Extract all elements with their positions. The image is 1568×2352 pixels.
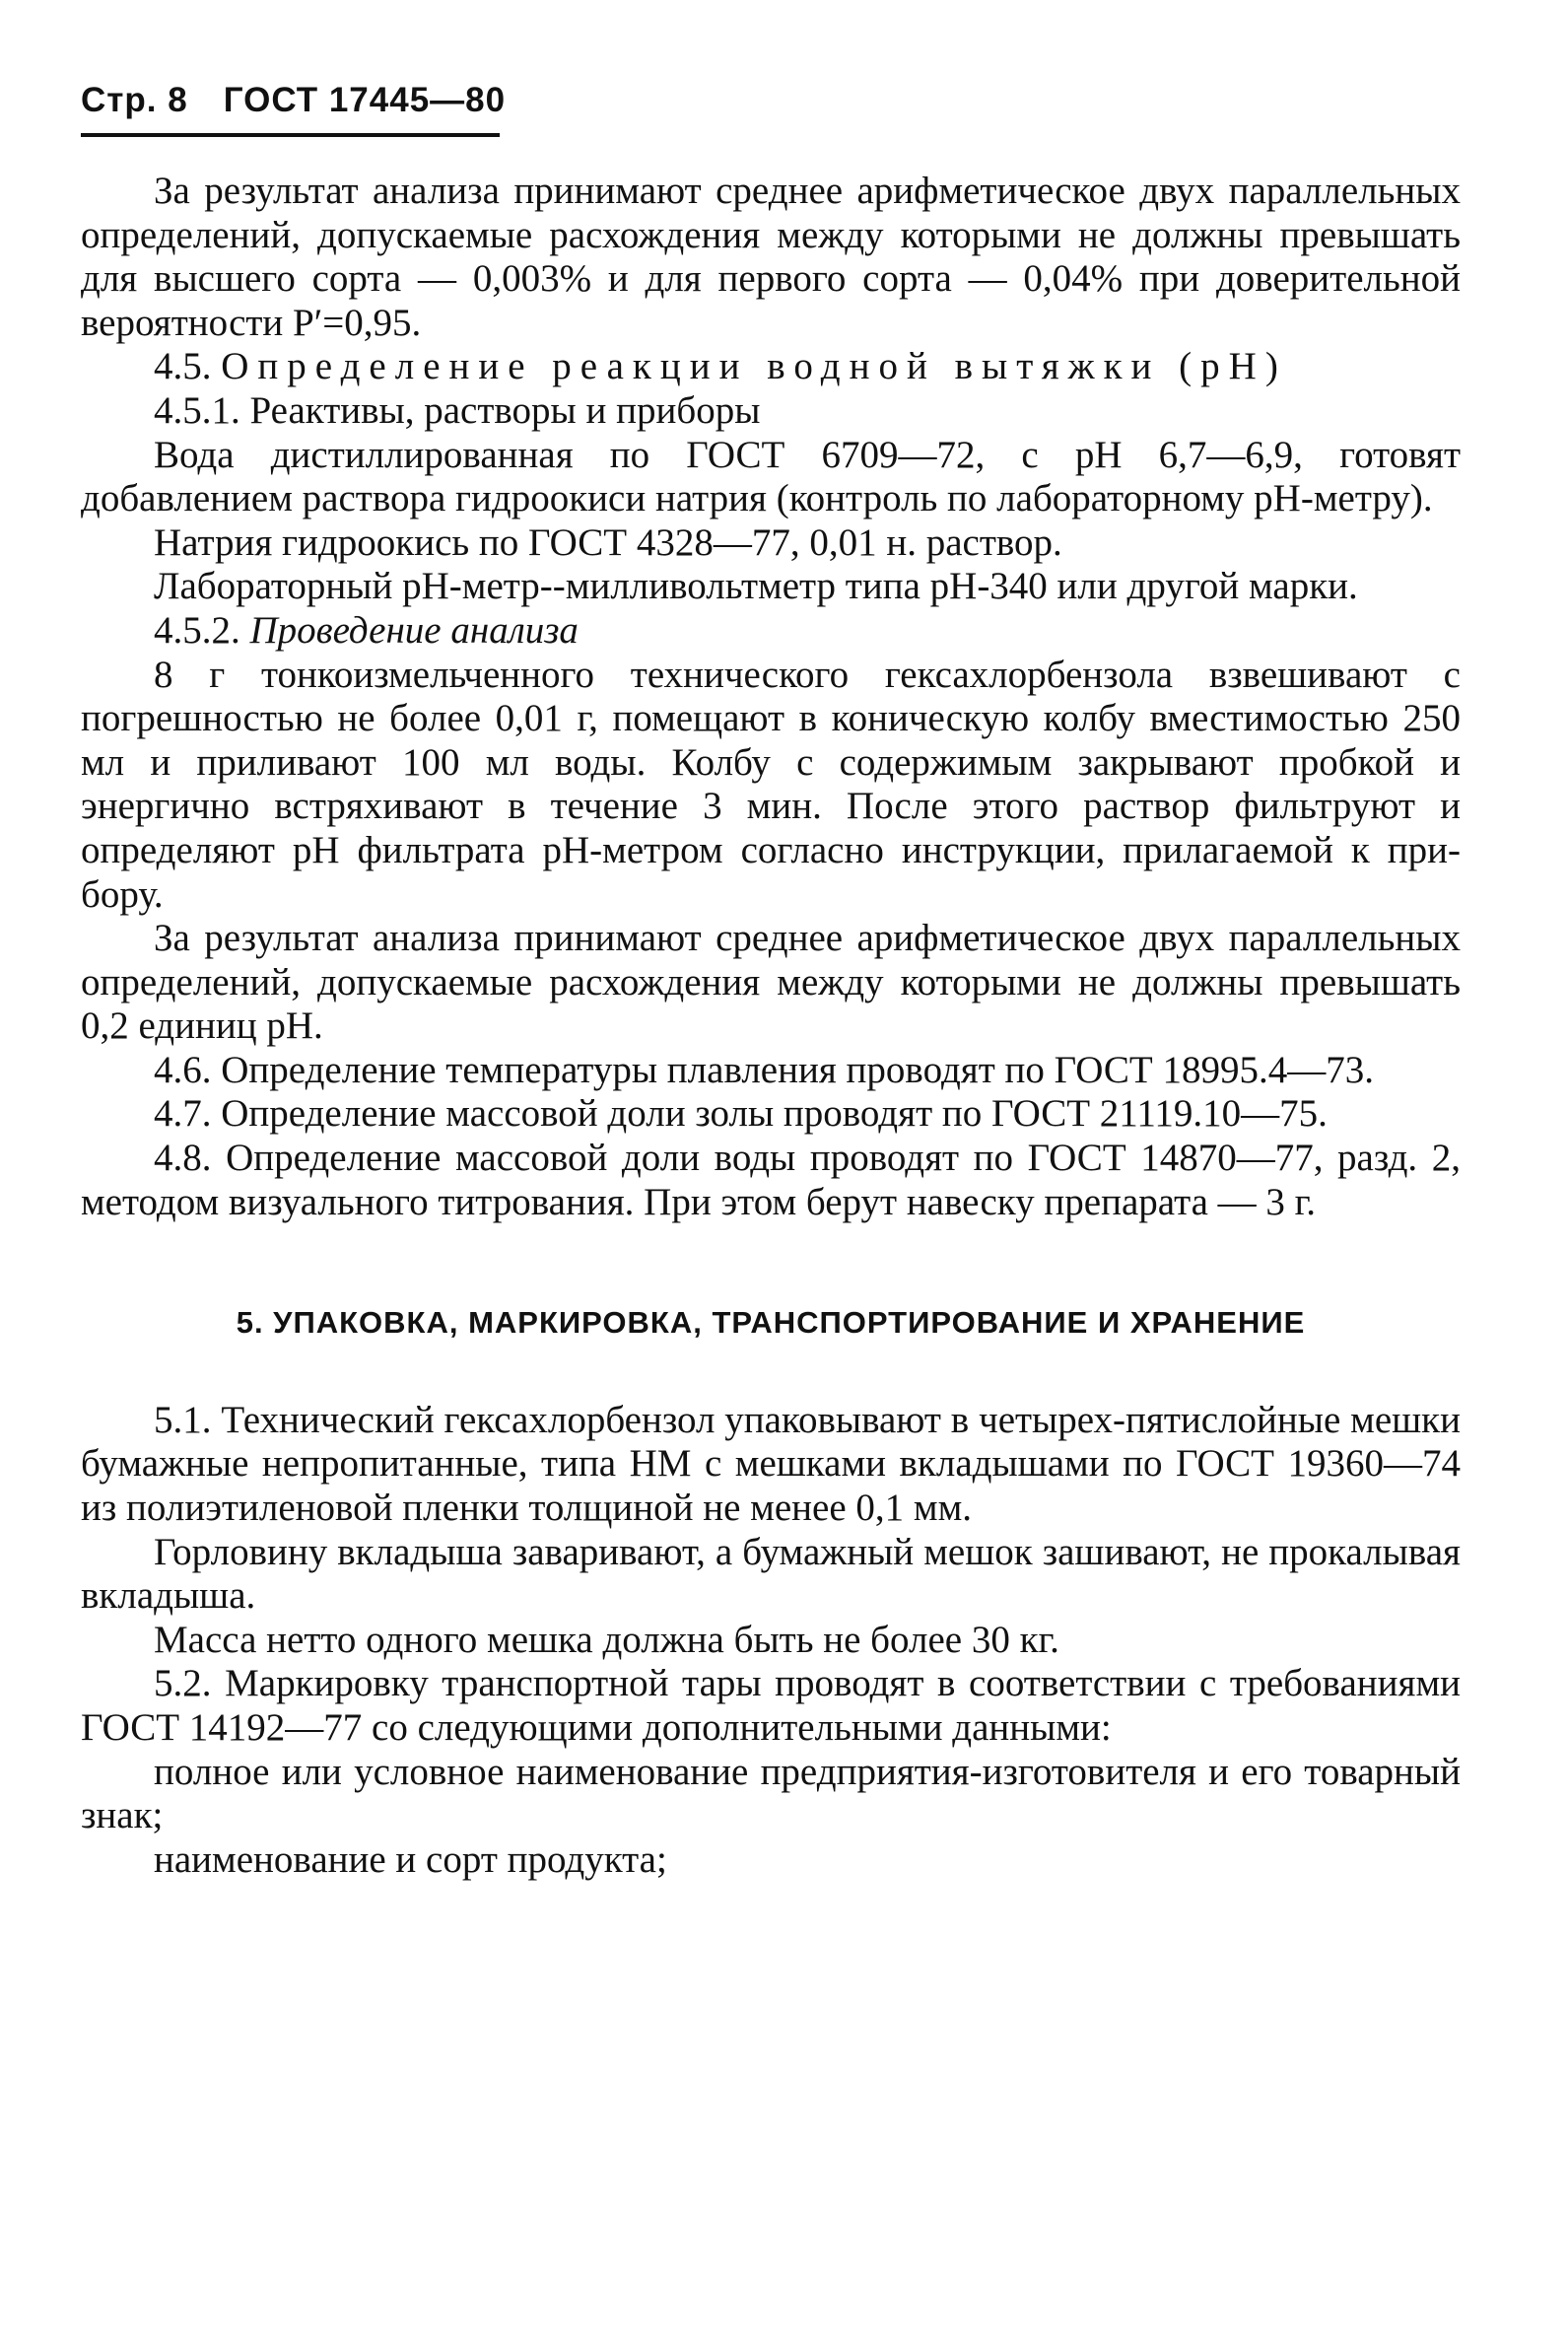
paragraph-sealing: Горловину вкладыша заваривают, а бумажный мешок зашивают, не прокалывая вкладыша. bbox=[81, 1530, 1461, 1618]
paragraph-4-7: 4.7. Определение массовой доли золы проводят по ГОСТ 21119.10—75. bbox=[154, 1092, 1328, 1136]
heading-4-5-1: 4.5.1. Реактивы, растворы и приборы bbox=[154, 388, 761, 432]
heading-4-5-2 bbox=[81, 609, 1461, 654]
paragraph-4-6: 4.6. Определение температуры плавления проводят по ГОСТ 18995.4—73. bbox=[154, 1048, 1374, 1091]
paragraph-net-mass: Масса нетто одного мешка должна быть не более 30 кг. bbox=[154, 1618, 1059, 1661]
running-head bbox=[81, 81, 527, 120]
paragraph-result-4-4: За результат анализа принимают среднее арифметическое двух параллельных определений, допускаемые расхождения между которыми не должны превышать для высшего сорта — 0,003% и для первого сорта — 0,04% при доверительной вероятности P′=0,95. bbox=[81, 170, 1461, 344]
paragraph-analysis-procedure: 8 г тонкоизмельченного технического гексахлорбензола взвешивают с погрешностью не более 0,01 г, помещают в коническую колбу вместимостью 250 мл и приливают 100 мл воды. Колбу с содержимым закрывают пробкой и энергично встряхивают в течение 3 мин. После этого раствор фильтруют и определяют рН фильтрата рН-метром согласно инструкции, прилагаемой к прибору. bbox=[81, 653, 1461, 916]
page-number: Стр. 8 bbox=[81, 81, 188, 119]
document-body bbox=[81, 170, 1461, 1882]
paragraph-ph-meter: Лабораторный рН-метр--милливольтметр типа рН-340 или другой марки. bbox=[154, 565, 1358, 608]
heading-4-5 bbox=[81, 345, 1461, 389]
paragraph-sodium-hydroxide: Натрия гидроокись по ГОСТ 4328—77, 0,01 н. раствор. bbox=[154, 520, 1062, 564]
heading-4-5-2-title: Проведение анализа bbox=[249, 608, 579, 652]
heading-4-5-2-number: 4.5.2. bbox=[154, 608, 240, 652]
paragraph-5-2: 5.2. Маркировку транспортной тары проводят в соответствии с требованиями ГОСТ 14192—77 со следующими дополнительными данными: bbox=[81, 1662, 1461, 1749]
paragraph-4-8: 4.8. Определение массовой доли воды проводят по ГОСТ 14870—77, разд. 2, методом визуального титрования. При этом берут навеску препарата — 3 г. bbox=[81, 1137, 1461, 1223]
heading-4-5-number: 4.5. bbox=[154, 345, 212, 388]
paragraph-distilled-water: Вода дистиллированная по ГОСТ 6709—72, с рН 6,7—6,9, готовят добавлением раствора гидроокиси натрия (контроль по лабораторному рН-метру). bbox=[81, 433, 1461, 520]
header-rule bbox=[81, 133, 500, 137]
heading-4-5-title: Определение реакции водной вытяжки (рН) bbox=[221, 345, 1287, 388]
paragraph-5-1: 5.1. Технический гексахлорбензол упаковывают в четырех-пятислойные мешки бумажные непропитанные, типа НМ с мешками вкладышами по ГОСТ 19360—74 из полиэтиленовой пленки толщиной не менее 0,1 мм. bbox=[81, 1398, 1461, 1530]
standard-number: ГОСТ 17445—80 bbox=[223, 81, 507, 119]
list-item-manufacturer: полное или условное наименование предприятия-изготовителя и его товарный знак; bbox=[81, 1750, 1461, 1837]
list-item-product-name: наименование и сорт продукта; bbox=[154, 1837, 667, 1881]
paragraph-result-ph: За результат анализа принимают среднее арифметическое двух параллельных определений, допускаемые расхождения между которыми не должны превышать 0,2 единиц рН. bbox=[81, 917, 1461, 1048]
section-5-title: 5. УПАКОВКА, МАРКИРОВКА, ТРАНСПОРТИРОВАНИЕ И ХРАНЕНИЕ bbox=[236, 1305, 1306, 1341]
